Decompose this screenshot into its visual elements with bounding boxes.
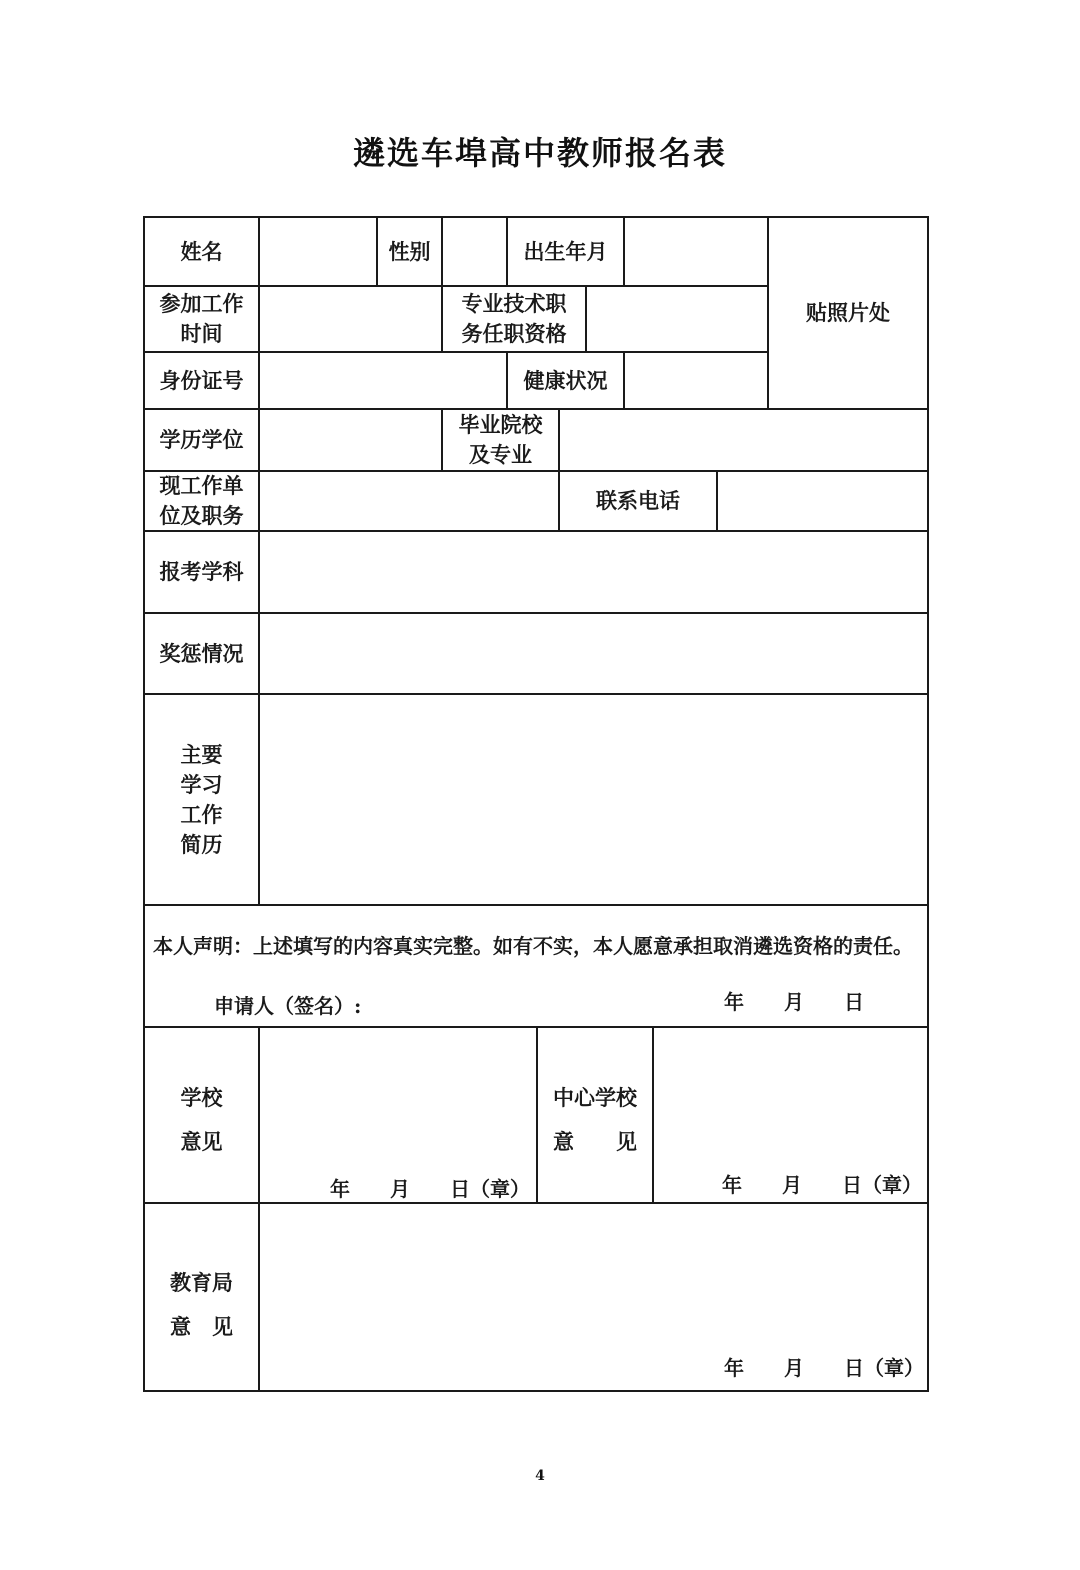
center-school-date: 年 月 日（章） (722, 1173, 922, 1197)
resume-field[interactable] (260, 695, 927, 904)
school-opinion-label: 学校 意见 (180, 1085, 223, 1154)
subject-field[interactable] (260, 532, 927, 612)
subject-label: 报考学科 (159, 559, 244, 584)
school-major-label: 毕业院校 及专业 (458, 412, 543, 467)
employer-label: 现工作单 位及职务 (159, 473, 244, 528)
name-field[interactable] (260, 218, 376, 285)
page-number: 4 (535, 1468, 545, 1484)
education-label: 学历学位 (159, 427, 244, 452)
center-school-label: 中心学校 意 见 (553, 1085, 637, 1154)
birth-label: 出生年月 (523, 238, 608, 264)
applicant-signature-field[interactable] (380, 982, 680, 1018)
rewards-field[interactable] (260, 614, 927, 693)
applicant-signature-label: 申请人（签名）: (214, 994, 362, 1018)
id-number-label: 身份证号 (159, 367, 244, 393)
form-title: 遴选车埠高中教师报名表 (352, 134, 727, 172)
work-start-field[interactable] (260, 287, 441, 351)
row-divider (143, 904, 929, 906)
title-qualification-field[interactable] (587, 287, 767, 351)
school-major-field[interactable] (560, 410, 927, 470)
employer-field[interactable] (260, 472, 558, 530)
title-qualification-label: 专业技术职 务任职资格 (461, 291, 567, 346)
photo-placeholder: 贴照片处 (806, 300, 890, 325)
bureau-opinion-date: 年 月 日（章） (724, 1356, 924, 1380)
phone-field[interactable] (718, 472, 927, 530)
resume-label: 主要 学习 工作 简历 (180, 741, 223, 857)
birth-field[interactable] (625, 218, 767, 285)
id-number-field[interactable] (260, 353, 506, 408)
gender-field[interactable] (443, 218, 506, 285)
rewards-label: 奖惩情况 (159, 640, 244, 666)
health-field[interactable] (625, 353, 767, 408)
declaration-text: 本人声明：上述填写的内容真实完整。如有不实，本人愿意承担取消遴选资格的责任。 (153, 934, 913, 958)
name-label: 姓名 (180, 238, 223, 264)
education-field[interactable] (260, 410, 441, 470)
declaration-date: 年 月 日 (724, 990, 864, 1014)
phone-label: 联系电话 (596, 488, 680, 513)
gender-label: 性别 (388, 238, 431, 264)
bureau-opinion-label: 教育局 意 见 (170, 1270, 233, 1339)
work-start-label: 参加工作 时间 (159, 291, 244, 346)
school-opinion-date: 年 月 日（章） (330, 1177, 530, 1201)
health-label: 健康状况 (523, 367, 608, 393)
